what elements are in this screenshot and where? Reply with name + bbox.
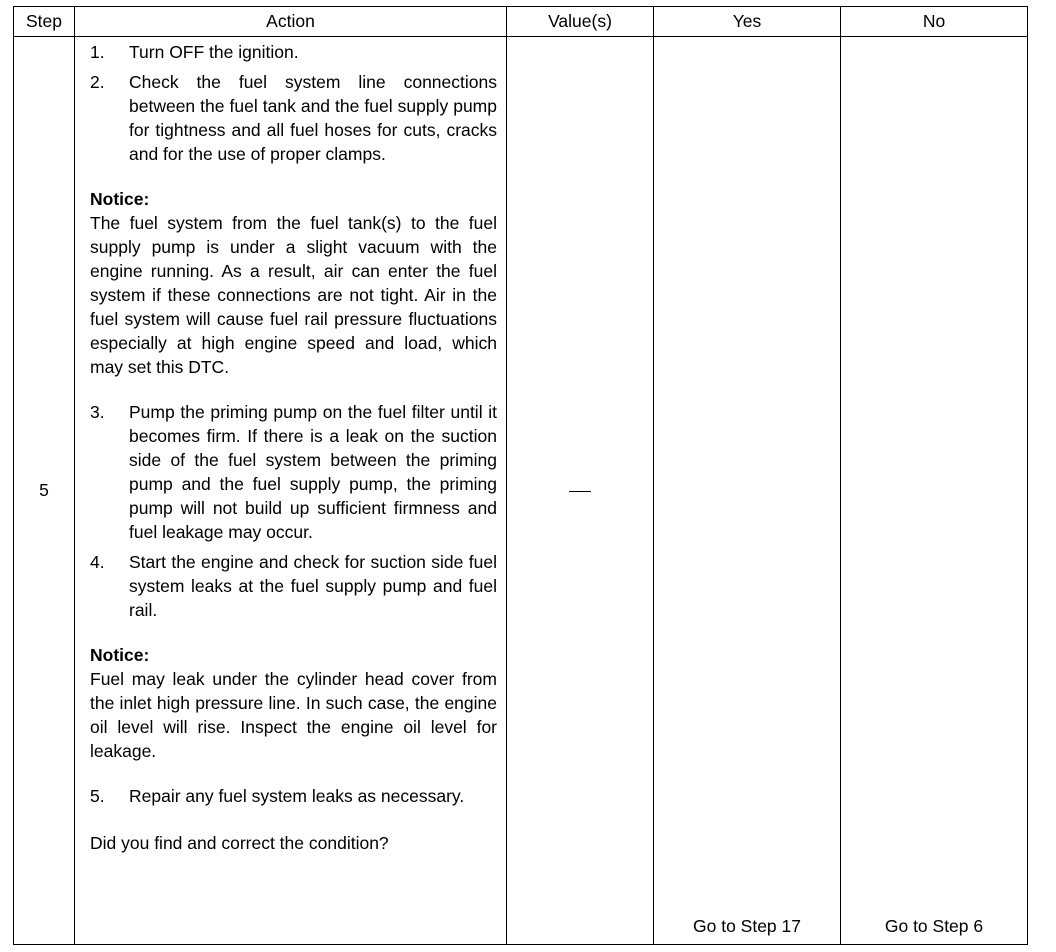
yes-cell: Go to Step 17 [654, 37, 841, 945]
action-cell [75, 37, 507, 945]
item-number: 1. [90, 42, 105, 62]
value-cell [507, 37, 654, 945]
item-number: 2. [90, 72, 105, 92]
table-row [14, 37, 1028, 945]
item-text: Repair any fuel system leaks as necessary. [129, 786, 465, 806]
value-dash [569, 491, 591, 493]
notice-heading: Notice: [90, 189, 150, 209]
item-text: Pump the priming pump on the fuel filter until it becomes firm. If there is a leak on the suction side of the fuel system between the priming pump and the fuel supply pump, the priming pump will not build up sufficient firmness and fuel leakage may occur. [129, 402, 497, 542]
header-values: Value(s) [507, 7, 654, 37]
item-number: 4. [90, 552, 105, 572]
list-item [90, 400, 497, 544]
notice-text: Fuel may leak under the cylinder head cover from the inlet high pressure line. In such case, the engine oil level will rise. Inspect the engine oil level for leakage. [90, 669, 497, 761]
header-no: No [841, 7, 1028, 37]
item-text: Start the engine and check for suction side fuel system leaks at the fuel supply pump and fuel rail. [129, 552, 497, 620]
notice-heading: Notice: [90, 645, 150, 665]
item-text: Turn OFF the ignition. [129, 42, 299, 62]
item-text: Check the fuel system line connections between the fuel tank and the fuel supply pump for tightness and all fuel hoses for cuts, cracks and for the use of proper clamps. [129, 72, 497, 164]
list-item [90, 70, 497, 166]
list-item [90, 784, 497, 808]
step-number: 5 [14, 37, 75, 945]
header-action: Action [75, 7, 507, 37]
header-row [14, 7, 1028, 37]
notice-text: The fuel system from the fuel tank(s) to the fuel supply pump is under a slight vacuum with the engine running. As a result, air can enter the fuel system if these connections are not tight. Air in the fuel system will cause fuel rail pressure fluctuations especially at high engine speed and load, which may set this DTC. [90, 213, 497, 377]
list-item [90, 40, 497, 64]
question-text: Did you find and correct the condition? [90, 833, 389, 853]
item-number: 3. [90, 402, 105, 422]
header-step: Step [14, 7, 75, 37]
diagnostic-table [13, 6, 1028, 945]
list-item [90, 550, 497, 622]
no-cell: Go to Step 6 [841, 37, 1028, 945]
header-yes: Yes [654, 7, 841, 37]
item-number: 5. [90, 786, 105, 806]
